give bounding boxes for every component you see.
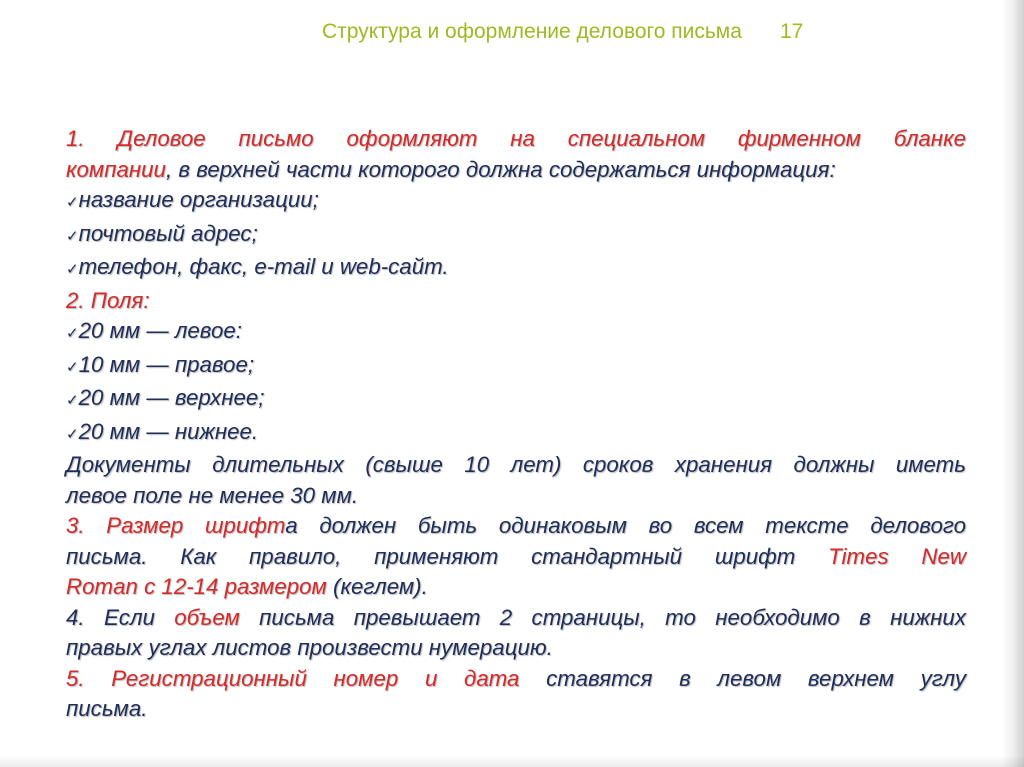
- checkmark-icon: ✓: [66, 194, 79, 211]
- section1-line2-rest: , в верхней части которого должна содержаться информация:: [165, 156, 836, 182]
- section3-line2: [66, 542, 966, 573]
- list-item-text: телефон, факс, e-mail и web-сайт.: [78, 254, 449, 279]
- checkmark-icon: ✓: [66, 358, 79, 376]
- list-item: [66, 417, 966, 451]
- section4-line2: правых углах листов произвести нумерацию.: [66, 635, 553, 660]
- section3-line1: [66, 511, 966, 542]
- section3-text3: (кеглем).: [326, 574, 428, 599]
- section3-text2: письма. Как правило, применяют стандартный шрифт: [66, 543, 796, 569]
- slide-header: [322, 20, 803, 46]
- section2-heading: 2. Поля:: [66, 287, 150, 313]
- section3-red-font-size: 3. Размер шрифт: [66, 513, 286, 538]
- section4-line1: [66, 603, 966, 634]
- section3-text1: а должен быть одинаковым во всем тексте делового: [285, 513, 966, 538]
- checkmark-icon: ✓: [66, 325, 79, 342]
- list-item-text: 10 мм — правое;: [78, 351, 255, 377]
- checkmark-icon: ✓: [66, 261, 79, 278]
- page-edge-shadow-right: [1002, 0, 1024, 767]
- list-item-text: 20 мм — нижнее.: [78, 418, 259, 444]
- section3-red-font-name: Times New: [828, 543, 967, 569]
- section5-red-registration: 5. Регистрационный номер и дата: [66, 665, 520, 691]
- section1-company-word: компании: [66, 156, 166, 182]
- checkmark-icon: ✓: [66, 425, 79, 443]
- section5-line2: письма.: [66, 696, 148, 721]
- section4-text1: 4. Если: [66, 604, 175, 630]
- page-edge-shadow-bottom: [0, 755, 1024, 767]
- list-item: [66, 252, 966, 286]
- section1-line2: [66, 155, 966, 186]
- list-item: [66, 316, 966, 350]
- list-item: [66, 383, 966, 417]
- checkmark-icon: ✓: [66, 227, 79, 245]
- page-number: 17: [779, 20, 804, 43]
- section1-line1: 1. Деловое письмо оформляют на специальном фирменном бланке: [66, 126, 966, 151]
- section2-note-line1: Документы длительных (свыше 10 лет) сроков хранения должны иметь: [66, 452, 966, 477]
- section5-line1: [66, 664, 966, 695]
- list-item: [66, 185, 966, 219]
- section4-red-volume: объем: [174, 604, 240, 630]
- section4-text2: письма превышает 2 страницы, то необходимо в нижних: [239, 604, 966, 630]
- list-item-text: почтовый адрес;: [78, 220, 258, 246]
- list-item: [66, 350, 966, 384]
- list-item-text: название организации;: [78, 187, 319, 212]
- list-item-text: 20 мм — верхнее;: [78, 385, 265, 410]
- section3-line3: [66, 572, 966, 603]
- list-item-text: 20 мм — левое:: [78, 318, 242, 343]
- section2-note-line2: левое поле не менее 30 мм.: [66, 482, 359, 508]
- section5-text1: ставятся в левом верхнем углу: [519, 665, 966, 691]
- slide-body: [66, 124, 966, 725]
- slide-title: Структура и оформление делового письма: [322, 20, 742, 43]
- section3-red-roman: Roman с 12-14 размером: [66, 574, 327, 599]
- checkmark-icon: ✓: [66, 392, 79, 409]
- list-item: [66, 219, 966, 253]
